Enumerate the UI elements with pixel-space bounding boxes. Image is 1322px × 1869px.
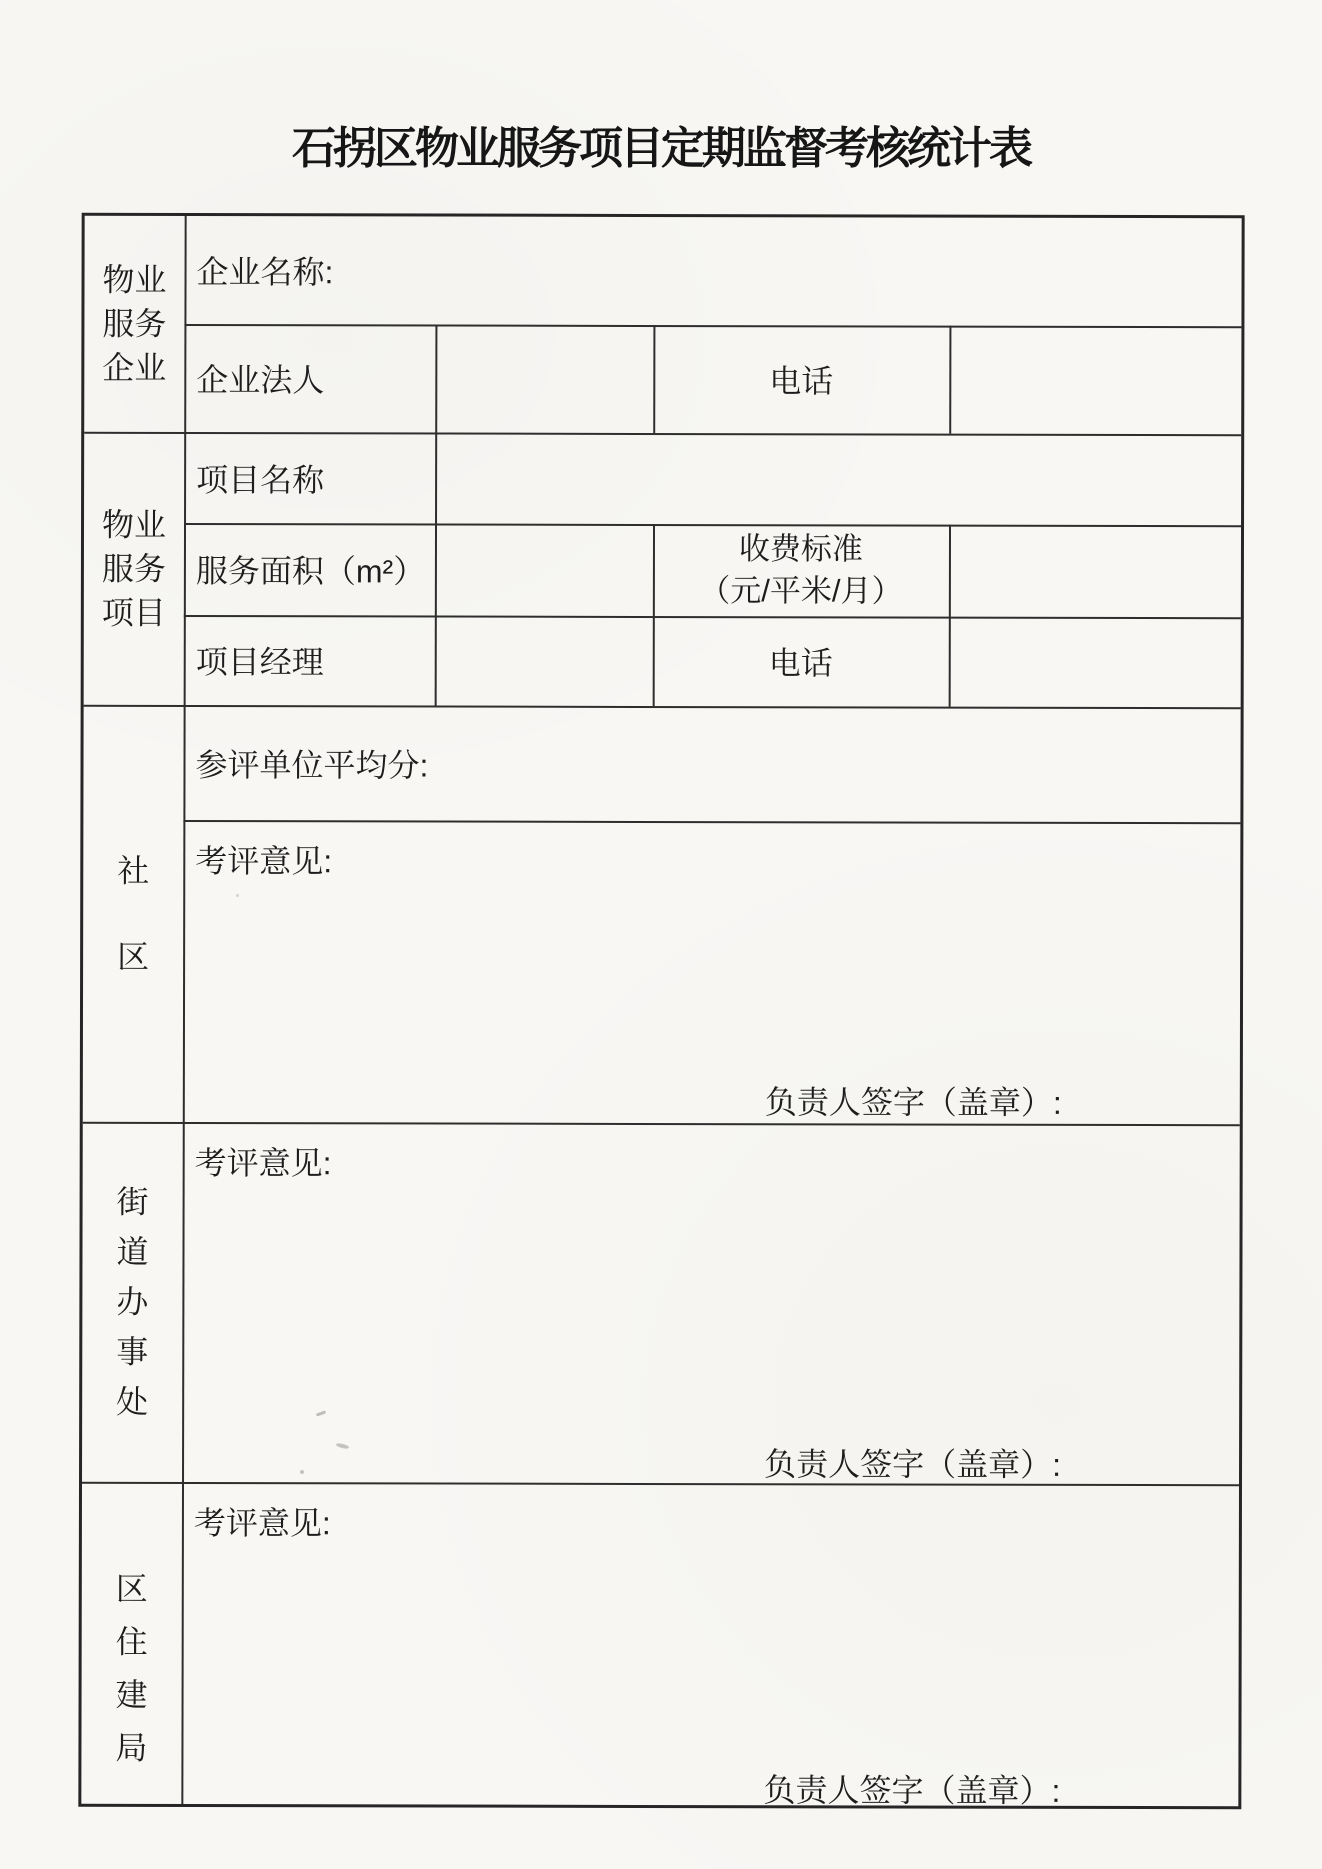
header-line: 事 <box>116 1333 149 1370</box>
subdistrict-signature-label: 负责人签字（盖章）: <box>764 1446 1062 1483</box>
header-line: 街 <box>116 1183 149 1220</box>
average-score-value-cell <box>503 717 1223 814</box>
fee-standard-value-cell <box>951 527 1239 616</box>
company-name-value-cell <box>384 226 1224 318</box>
project-manager-value-cell <box>437 618 651 704</box>
project-phone-value-cell <box>951 619 1239 706</box>
service-area-value-cell <box>437 526 651 614</box>
fee-standard-line1: 收费标准 <box>738 531 863 567</box>
fee-standard-line2: （元/平米/月） <box>699 573 903 609</box>
table-grid-line <box>82 1482 1239 1486</box>
scan-speck <box>236 894 239 897</box>
community-opinion-label: 考评意见: <box>195 843 333 880</box>
bureau-signature-label: 负责人签字（盖章）: <box>763 1772 1061 1809</box>
section-header-subdistrict-office <box>82 1122 183 1482</box>
legal-person-value-cell <box>437 327 651 431</box>
header-line: 物业 <box>101 506 167 543</box>
project-phone-label: 电话 <box>768 645 833 682</box>
fee-standard-label <box>653 524 949 617</box>
fee-standard-lines <box>699 528 902 612</box>
company-name-label: 企业名称: <box>196 254 334 291</box>
section-header-housing-bureau <box>81 1482 182 1804</box>
section-header-property-project <box>84 432 185 705</box>
header-line: 处 <box>116 1383 149 1420</box>
bureau-opinion-area <box>193 1544 1223 1756</box>
header-line: 区 <box>117 938 150 975</box>
subdistrict-opinion-label: 考评意见: <box>194 1145 332 1182</box>
project-name-label: 项目名称 <box>196 461 325 498</box>
enterprise-phone-label: 电话 <box>769 363 834 400</box>
community-signature-label: 负责人签字（盖章）: <box>764 1084 1062 1121</box>
header-line: 住 <box>115 1623 148 1660</box>
header-line: 企业 <box>102 349 167 386</box>
project-manager-label: 项目经理 <box>195 644 324 681</box>
table-grid-line <box>183 820 1240 824</box>
service-area-label: 服务面积（m²） <box>195 553 426 590</box>
subdistrict-opinion-area <box>194 1184 1225 1431</box>
header-line: 办 <box>116 1283 149 1320</box>
header-line: 项目 <box>101 594 166 631</box>
header-line: 建 <box>115 1676 148 1713</box>
legal-person-label: 企业法人 <box>196 362 325 399</box>
bureau-opinion-label: 考评意见: <box>193 1505 331 1542</box>
table-grid-line <box>83 1122 1240 1126</box>
enterprise-phone-value-cell <box>951 328 1239 433</box>
header-line: 道 <box>116 1233 149 1270</box>
community-opinion-area <box>195 881 1225 1073</box>
scan-speck <box>300 1470 304 1474</box>
assessment-table <box>78 213 1244 1809</box>
header-line: 社 <box>117 852 150 889</box>
section-header-property-enterprise <box>84 216 184 432</box>
form-title: 石拐区物业服务项目定期监督考核统计表 <box>292 124 1030 173</box>
header-line: 物业 <box>102 261 167 298</box>
header-line: 局 <box>115 1729 148 1766</box>
project-name-value-cell <box>437 435 1237 524</box>
average-score-label: 参评单位平均分: <box>195 746 429 784</box>
header-line: 服务 <box>102 305 167 342</box>
header-line: 区 <box>115 1570 148 1607</box>
header-line: 服务 <box>101 550 166 587</box>
section-header-community <box>83 705 184 1122</box>
